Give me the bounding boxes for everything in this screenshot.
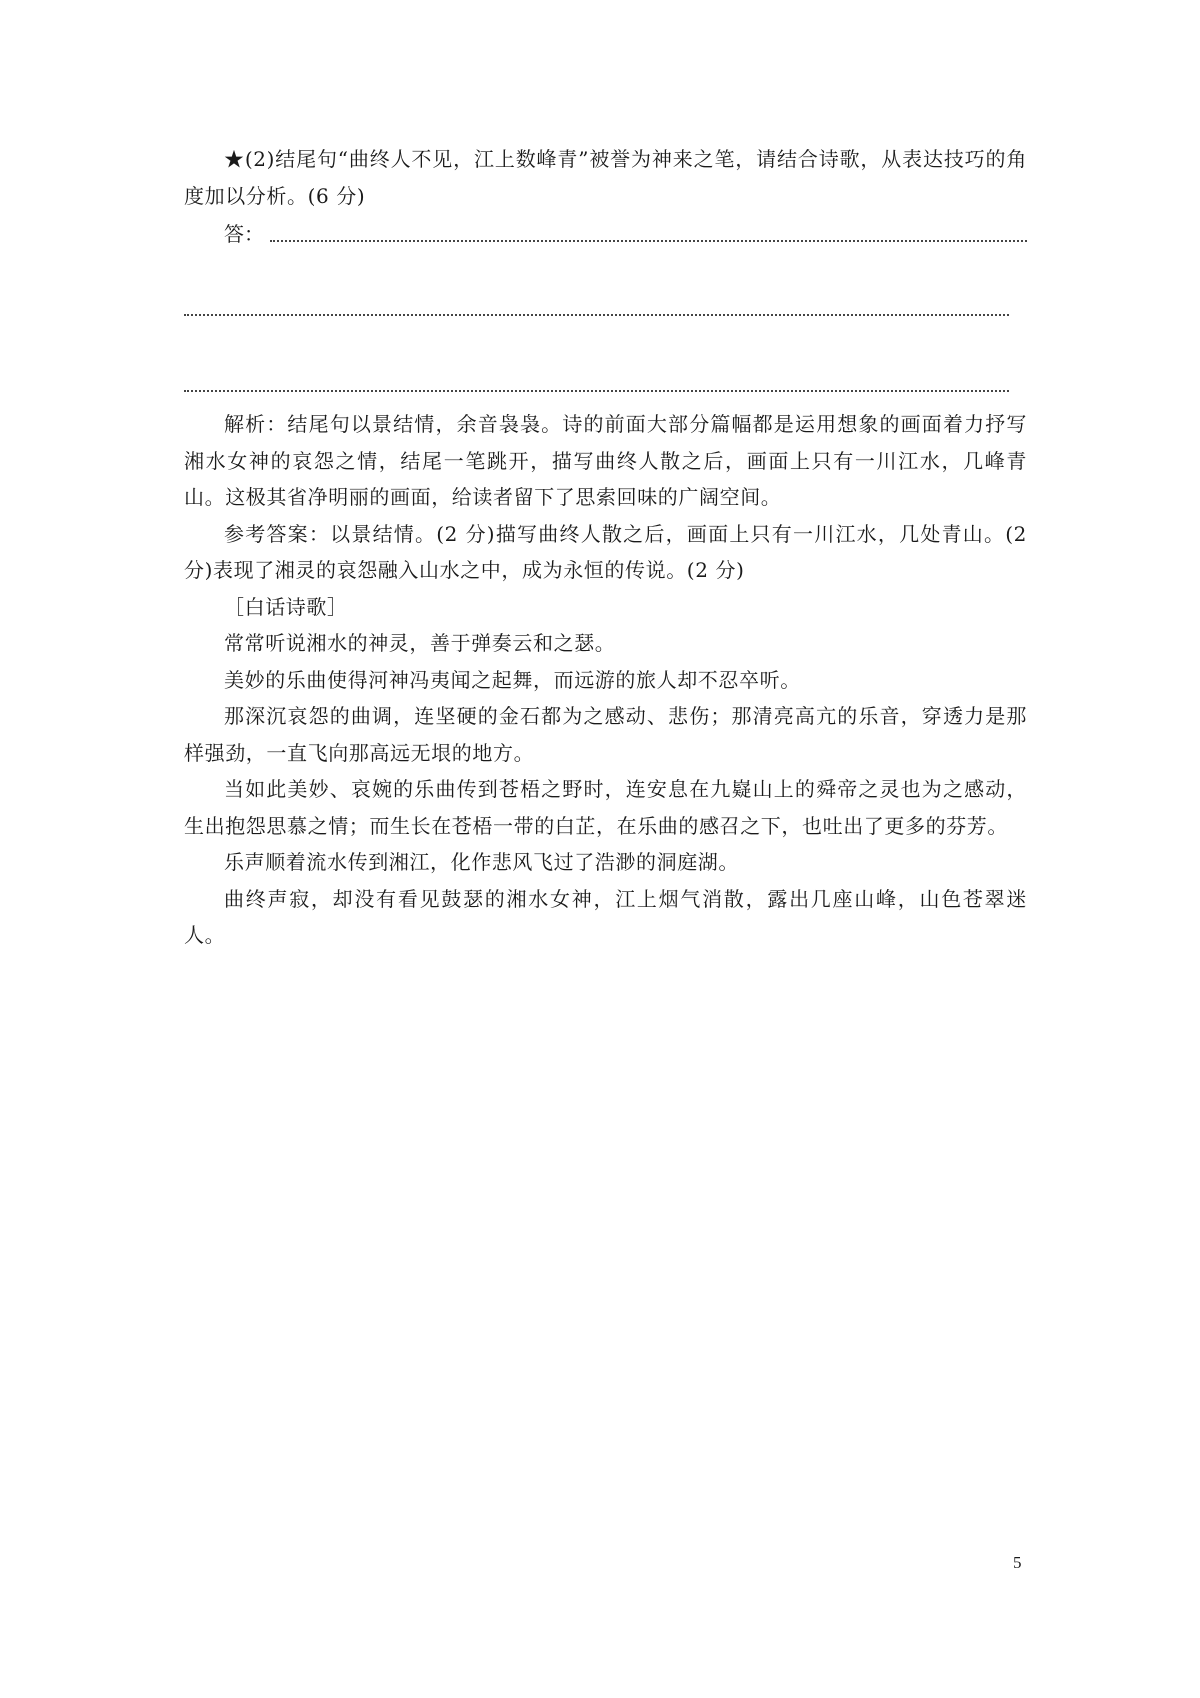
vernacular-line: 那深沉哀怨的曲调，连坚硬的金石都为之感动、悲伤；那清亮高亢的乐音，穿透力是那样强劲，一直飞向那高远无垠的地方。: [184, 704, 1027, 765]
answer-dotted-line: [184, 390, 1009, 392]
reference-answer-text: 参考答案：以景结情。(2 分)描写曲终人散之后，画面上只有一川江水，几处青山。(2 分)表现了湘灵的哀怨融入山水之中，成为永恒的传说。(2 分): [184, 521, 1027, 582]
question-text: ★(2)结尾句“曲终人不见，江上数峰青”被誉为神来之笔，请结合诗歌，从表达技巧的角度加以分析。(6 分): [184, 147, 1027, 208]
answer-line[interactable]: [184, 214, 1027, 250]
vernacular-line: 当如此美妙、哀婉的乐曲传到苍梧之野时，连安息在九嶷山上的舜帝之灵也为之感动，生出抱怨思慕之情；而生长在苍梧一带的白芷，在乐曲的感召之下，也吐出了更多的芬芳。: [184, 777, 1027, 838]
vernacular-line: 曲终声寂，却没有看见鼓瑟的湘水女神，江上烟气消散，露出几座山峰，山色苍翠迷人。: [184, 886, 1027, 947]
vernacular-line: 常常听说湘水的神灵，善于弹奏云和之瑟。: [224, 631, 616, 655]
answer-label: 答：: [224, 221, 264, 246]
vernacular-line: 美妙的乐曲使得河神冯夷闻之起舞，而远游的旅人却不忍卒听。: [224, 667, 801, 692]
answer-dotted-line: [184, 314, 1009, 316]
answer-blank-line-2[interactable]: [184, 250, 1027, 330]
answer-dotted-line[interactable]: [270, 240, 1027, 242]
vernacular-line: 乐声顺着流水传到湘江，化作悲风飞过了浩渺的洞庭湖。: [224, 850, 739, 874]
page-number: 5: [1013, 1553, 1022, 1572]
answer-blank-line-3[interactable]: [184, 330, 1027, 406]
page-content: [184, 141, 1027, 954]
vernacular-heading: ［白话诗歌］: [224, 594, 348, 619]
analysis-text: 解析：结尾句以景结情，余音袅袅。诗的前面大部分篇幅都是运用想象的画面着力抒写湘水女神的哀怨之情，结尾一笔跳开，描写曲终人散之后，画面上只有一川江水，几峰青山。这极其省净明丽的画面，给读者留下了思索回味的广阔空间。: [184, 412, 1027, 509]
